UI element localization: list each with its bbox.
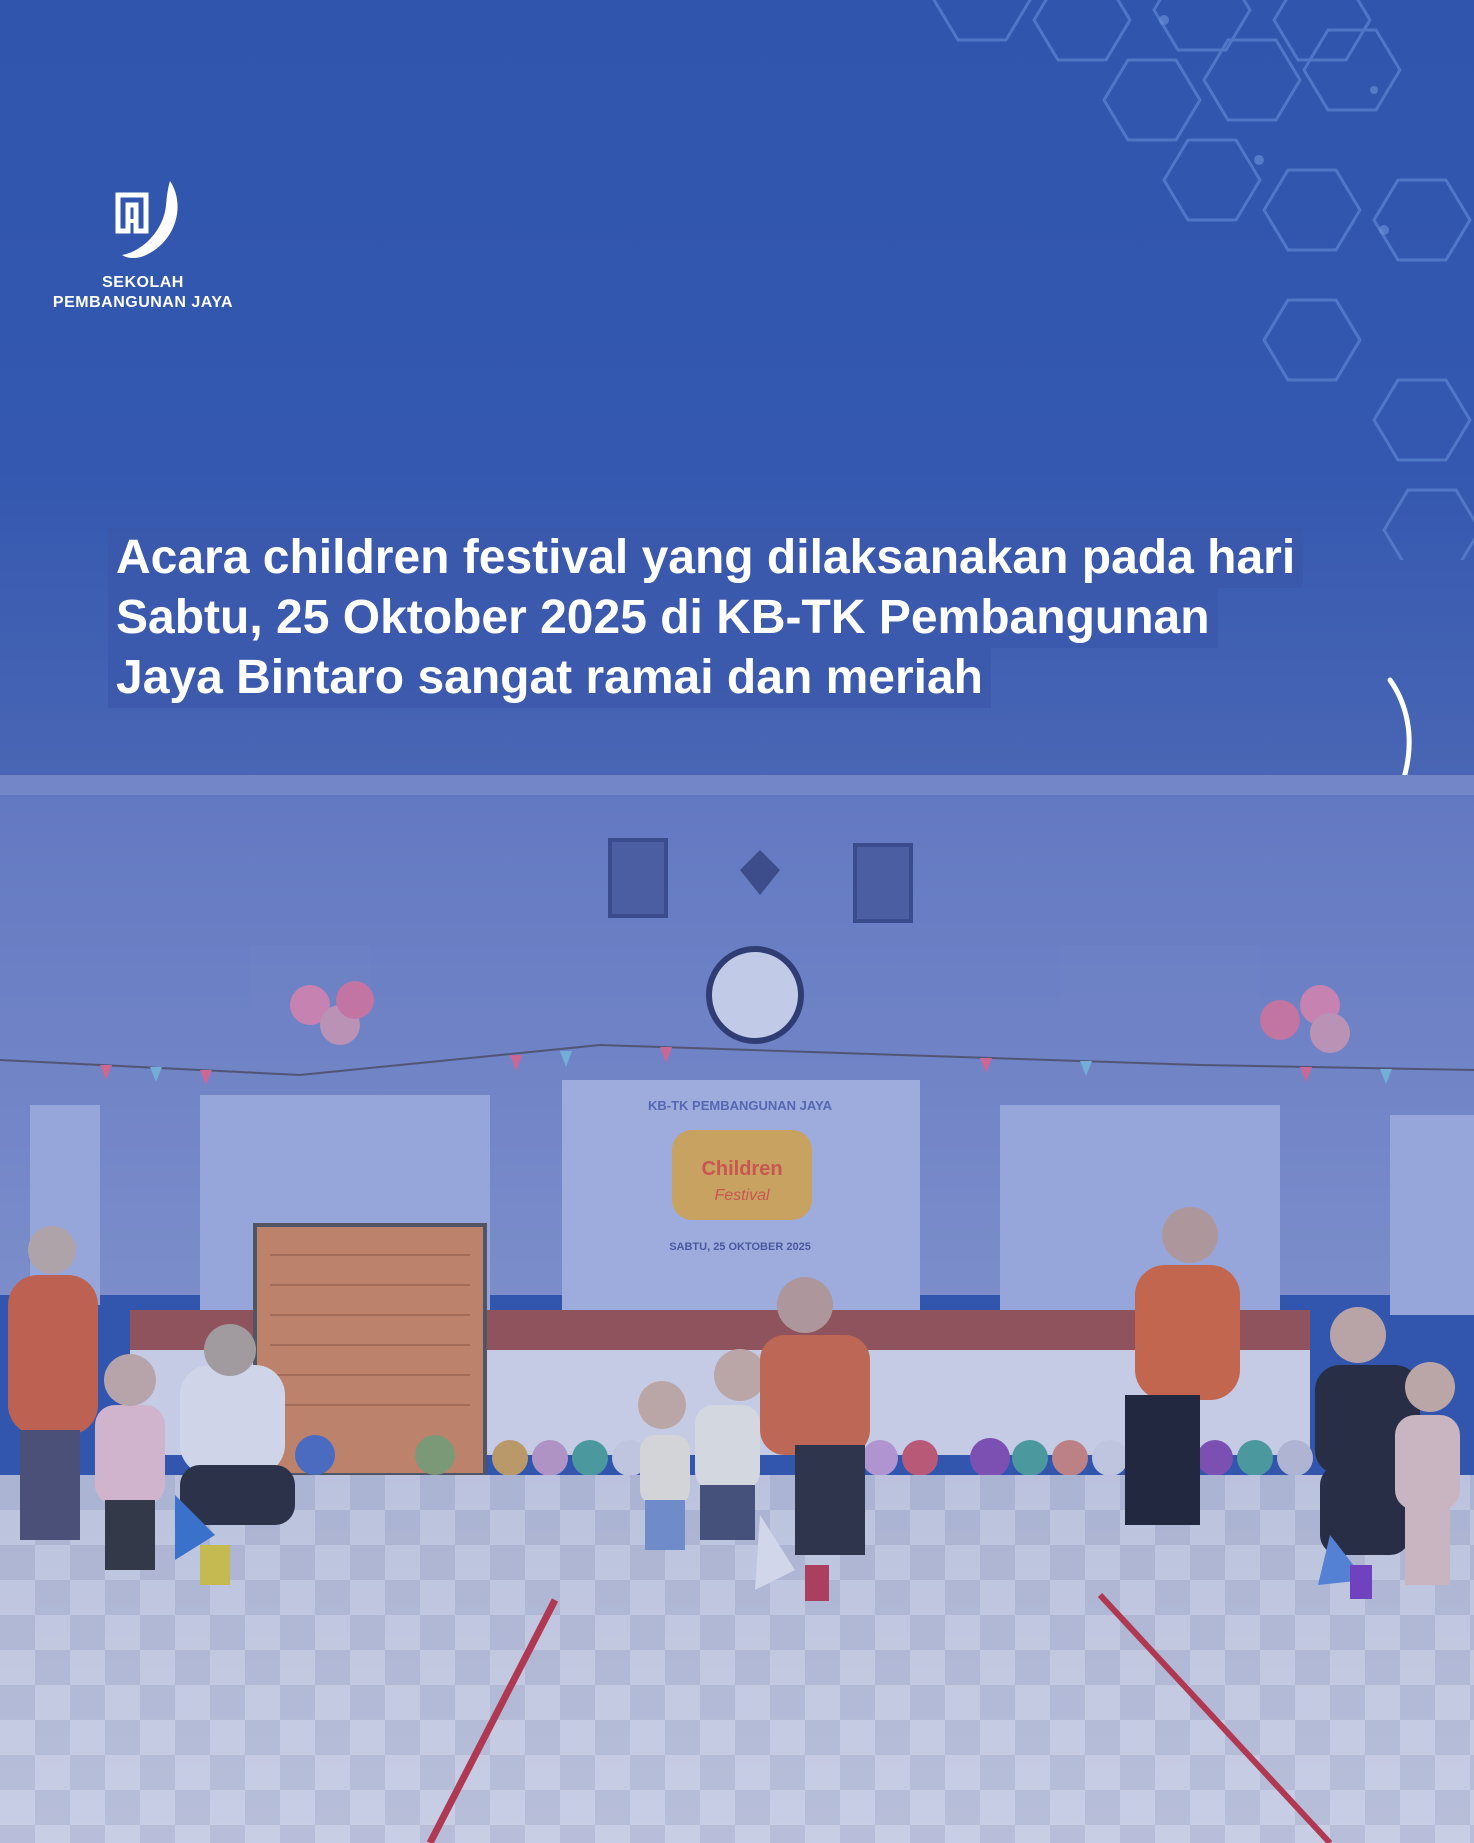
brand-name-line2: PEMBANGUNAN JAYA xyxy=(52,294,234,311)
headline-line-3: Jaya Bintaro sangat ramai dan meriah xyxy=(108,648,991,708)
banner-date: SABTU, 25 OKTOBER 2025 xyxy=(669,1241,811,1253)
school-logo xyxy=(38,175,248,313)
event-photo xyxy=(0,775,1474,1843)
headline-line-2: Sabtu, 25 Oktober 2025 di KB-TK Pembangunan xyxy=(108,588,1218,648)
headline-line-1: Acara children festival yang dilaksanakan pada hari xyxy=(108,528,1303,588)
brand-name-line1: SEKOLAH xyxy=(102,274,184,291)
banner-org: KB-TK PEMBANGUNAN JAYA xyxy=(648,1098,832,1113)
headline xyxy=(108,528,1448,708)
hexagon-pattern-decoration xyxy=(914,0,1474,560)
school-emblem-icon xyxy=(98,175,188,265)
banner-title-1: Children xyxy=(701,1158,783,1180)
banner-title-2: Festival xyxy=(714,1187,770,1204)
